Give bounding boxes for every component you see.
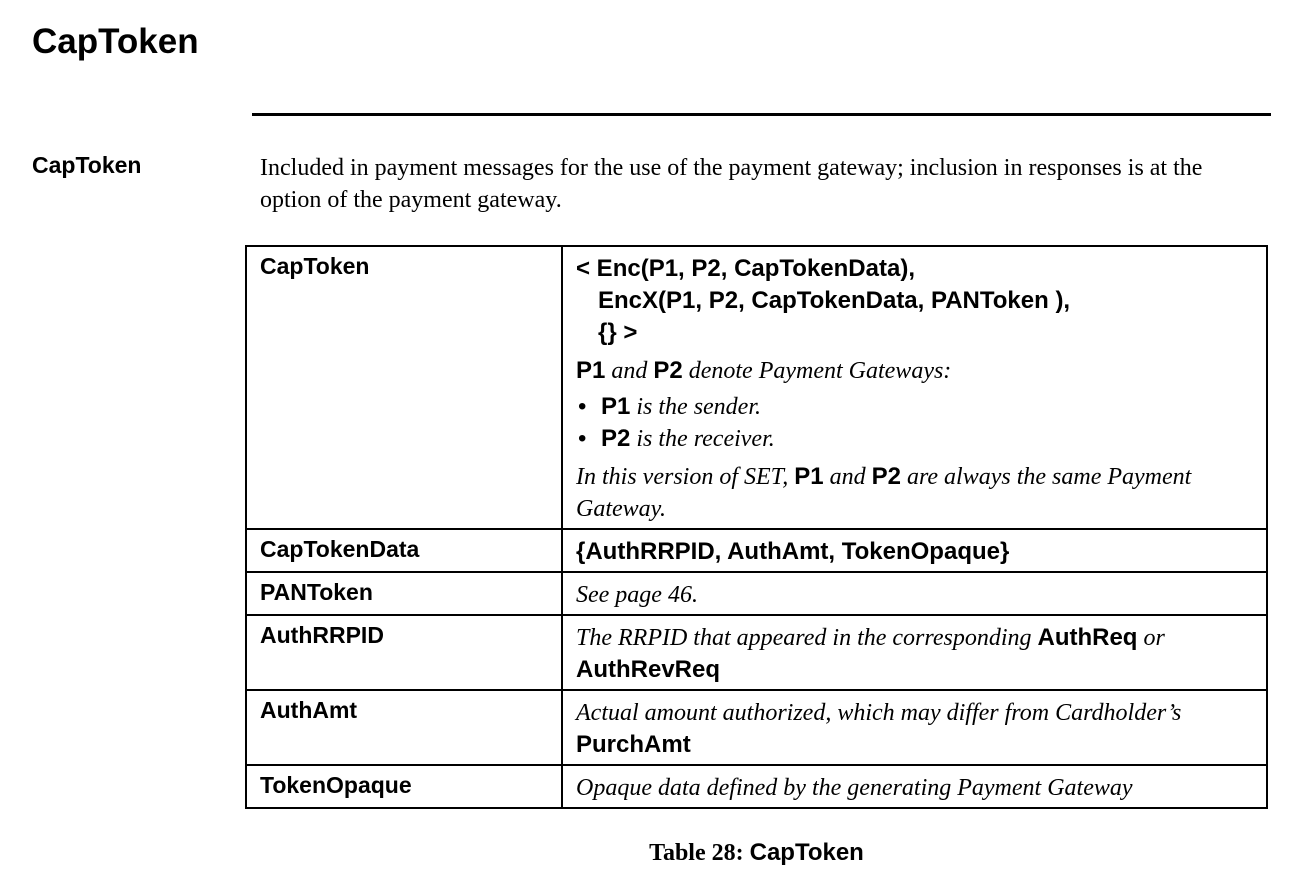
table-row-captokendata [246,529,1267,572]
page-title: CapToken [32,22,199,61]
table-row-captoken [246,246,1267,529]
field-definition [562,246,1267,529]
field-name: CapToken [246,246,562,529]
definition-line: {} > [598,319,638,346]
field-definition: Opaque data defined by the generating Payment Gateway [562,765,1267,808]
field-name: CapTokenData [246,529,562,572]
gateway-list [576,391,1254,455]
table-row-tokenopaque [246,765,1267,808]
field-definition: See page 46. [562,572,1267,615]
table-row-pantoken [246,572,1267,615]
field-definition: {AuthRRPID, AuthAmt, TokenOpaque} [562,529,1267,572]
side-heading: CapToken [32,152,142,178]
table-row-authrrpid [246,615,1267,690]
horizontal-rule [252,113,1271,116]
table-row-authamt [246,690,1267,765]
field-name: AuthRRPID [246,615,562,690]
field-name: TokenOpaque [246,765,562,808]
note-gateways: P1 and P2 denote Payment Gateways: [576,357,952,384]
intro-paragraph: Included in payment messages for the use of the payment gateway; inclusion in responses is at the option of the payment gateway. [260,155,1203,213]
field-name: PANToken [246,572,562,615]
definition-line: EncX(P1, P2, CapTokenData, PANToken ), [598,287,1071,314]
table-caption: Table 28: CapToken [649,839,864,866]
definition-line: < Enc(P1, P2, CapTokenData), [576,255,915,282]
field-definition: The RRPID that appeared in the corresponding AuthReq or AuthRevReq [562,615,1267,690]
list-item: • P2 is the receiver. [576,423,1254,455]
field-definition: Actual amount authorized, which may differ from Cardholder’s PurchAmt [562,690,1267,765]
note-same-gateway: In this version of SET, P1 and P2 are always the same Payment Gateway. [576,463,1192,522]
field-name: AuthAmt [246,690,562,765]
captoken-table [245,245,1268,809]
list-item: • P1 is the sender. [576,391,1254,423]
